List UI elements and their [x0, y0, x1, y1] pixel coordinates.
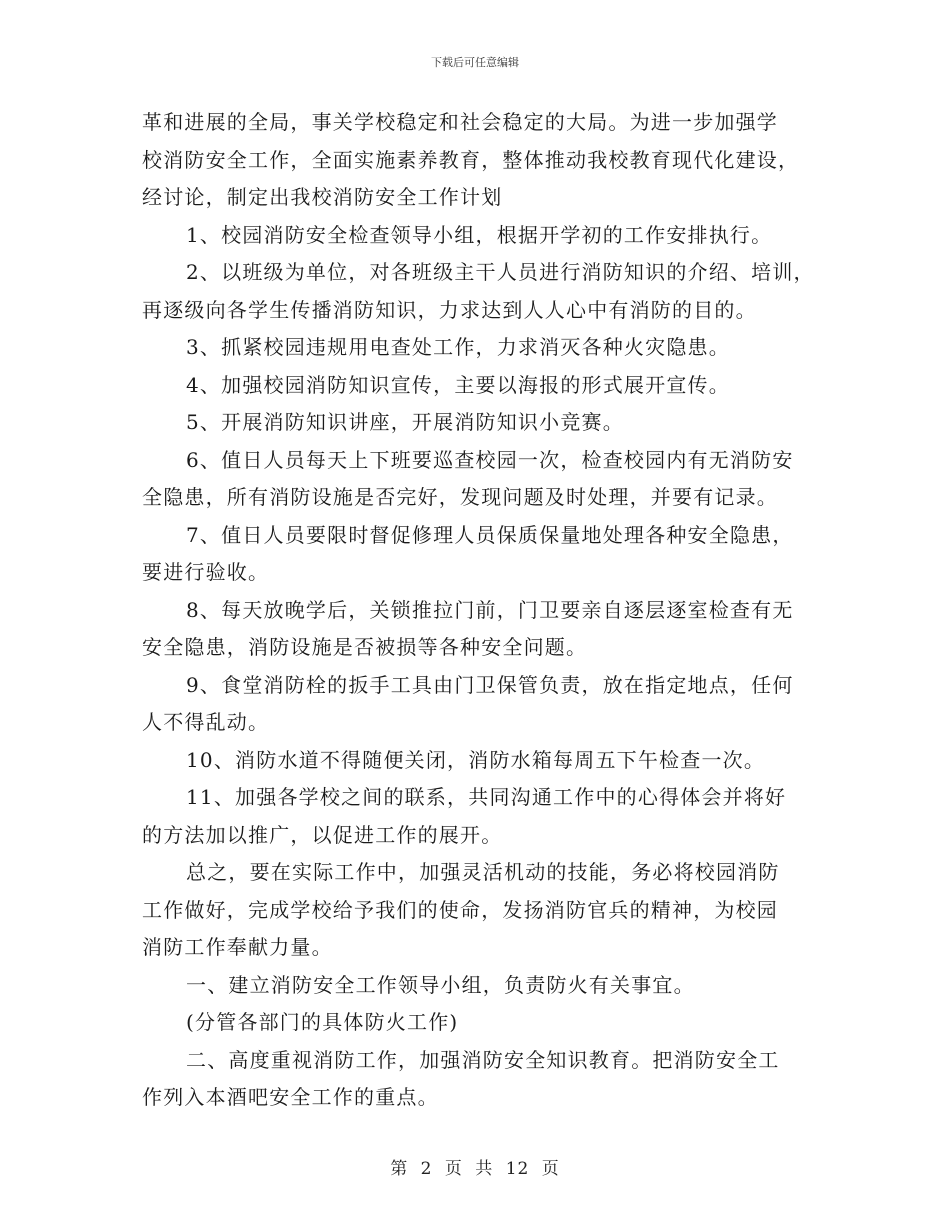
text-line: 的方法加以推广，以促进工作的展开。 [142, 822, 503, 847]
text-line: 10、消防水道不得随便关闭，消防水箱每周五下午检查一次。 [186, 747, 766, 772]
text-line: 11、加强各学校之间的联系，共同沟通工作中的心得体会并将好 [186, 785, 787, 809]
text-line: 7、值日人员要限时督促修理人员保质保量地处理各种安全隐患， [186, 522, 794, 547]
text-line: 人不得乱动。 [142, 710, 270, 734]
text-line: 2、以班级为单位，对各班级主干人员进行消防知识的介绍、培训， [186, 260, 815, 284]
text-line: 3、抓紧校园违规用电查处工作，力求消灭各种火灾隐患。 [186, 335, 730, 359]
text-line: 革和进展的全局，事关学校稳定和社会稳定的大局。为进一步加强学 [142, 110, 778, 134]
text-line: 6、值日人员每天上下班要巡查校园一次，检查校园内有无消防安 [186, 447, 794, 472]
text-line: 工作做好，完成学校给予我们的使命，发扬消防官兵的精神，为校园 [142, 897, 778, 922]
page-header: 下载后可任意编辑 [431, 56, 519, 69]
text-line: 5、开展消防知识讲座，开展消防知识小竞赛。 [186, 410, 624, 434]
text-line: 1、校园消防安全检查领导小组，根据开学初的工作安排执行。 [186, 222, 773, 247]
text-line: 二、高度重视消防工作，加强消防安全知识教育。把消防安全工 [186, 1047, 780, 1072]
text-line: 经讨论，制定出我校消防安全工作计划 [142, 185, 503, 209]
text-line: 要进行验收。 [142, 560, 270, 584]
text-line: 8、每天放晚学后，关锁推拉门前，门卫要亲自逐层逐室检查有无 [186, 597, 794, 622]
text-line: 一、建立消防安全工作领导小组，负责防火有关事宜。 [186, 972, 695, 997]
text-line: 安全隐患，消防设施是否被损等各种安全问题。 [142, 635, 588, 659]
page-footer: 第 2 页 共 12 页 [390, 1159, 560, 1179]
text-line: 再逐级向各学生传播消防知识，力求达到人人心中有消防的目的。 [142, 297, 757, 322]
text-line: 9、食堂消防栓的扳手工具由门卫保管负责，放在指定地点，任何 [186, 672, 794, 697]
text-line: 校消防安全工作，全面实施素养教育，整体推动我校教育现代化建设， [142, 147, 800, 172]
text-line: 4、加强校园消防知识宣传，主要以海报的形式展开宣传。 [186, 372, 730, 397]
text-line: 作列入本酒吧安全工作的重点。 [142, 1085, 439, 1109]
text-line: (分管各部门的具体防火工作) [186, 1010, 459, 1034]
document-body [142, 104, 832, 1117]
text-line: 总之，要在实际工作中，加强灵活机动的技能，务必将校园消防 [186, 860, 780, 884]
text-line: 消防工作奉献力量。 [142, 935, 333, 959]
text-line: 全隐患，所有消防设施是否完好，发现问题及时处理，并要有记录。 [142, 485, 778, 509]
